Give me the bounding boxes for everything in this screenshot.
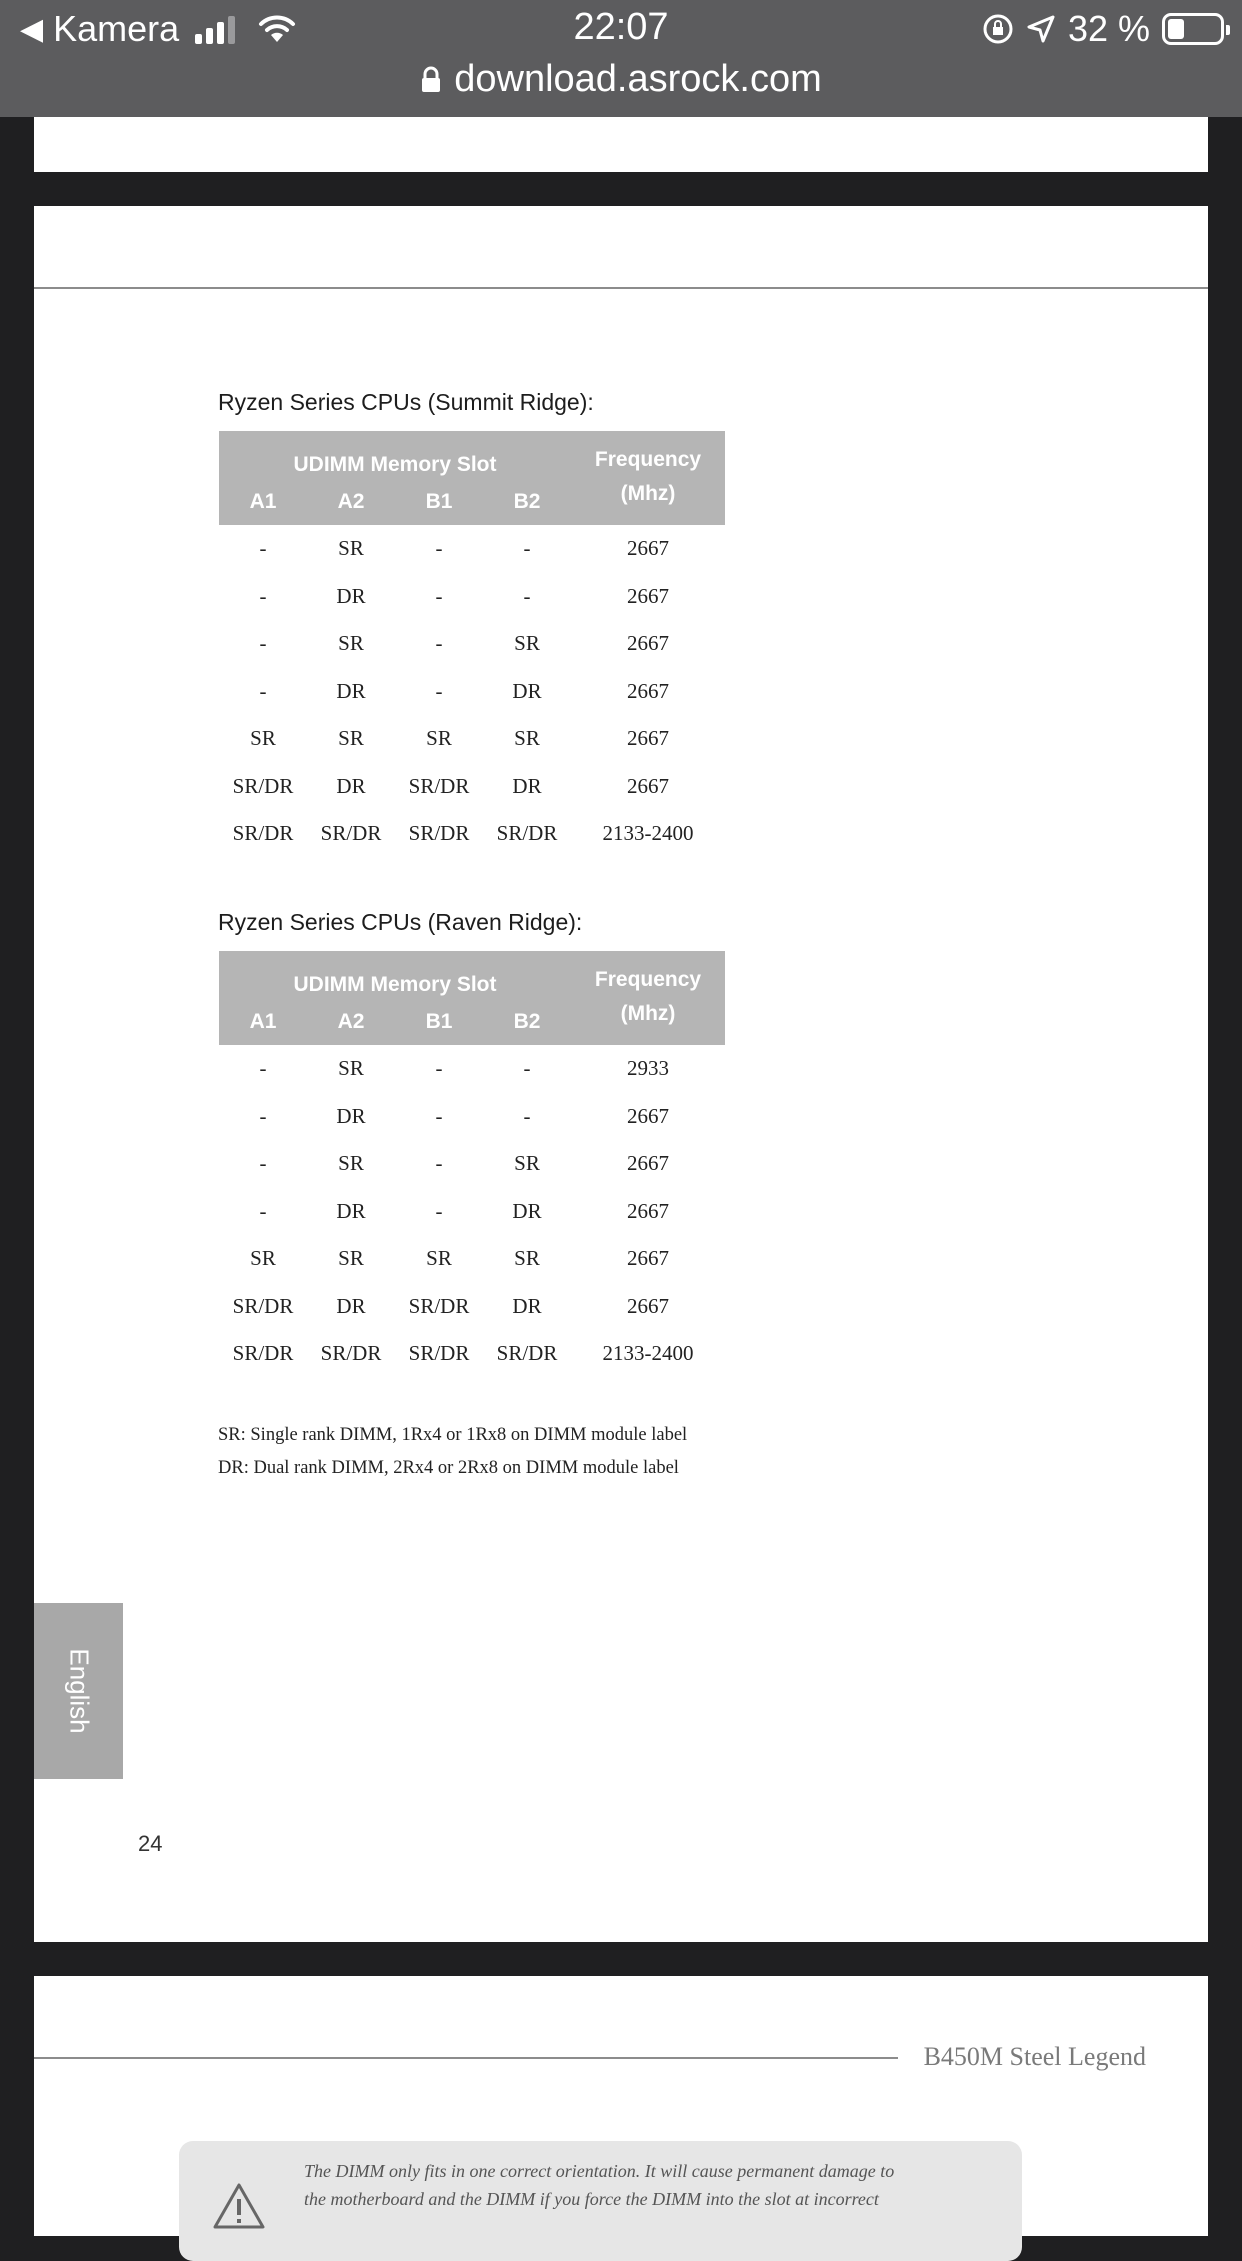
rank-cell: SR/DR [232,1341,294,1366]
previous-page [34,117,1208,172]
rank-notes [218,1419,687,1485]
col-a1-header: A1 [249,1010,277,1033]
table-row [219,1140,725,1188]
section-title-raven-ridge: Ryzen Series CPUs (Raven Ridge): [218,909,583,935]
rank-cell: - [259,1103,267,1128]
frequency-cell: 2667 [627,1151,669,1176]
frequency-header [571,431,725,525]
status-bar [0,0,1242,117]
col-b1-header: B1 [425,490,453,513]
table-body [219,1045,725,1378]
rank-cell: SR/DR [320,821,382,846]
rank-cell: SR [338,1151,364,1176]
table-row [219,525,725,573]
memory-table-summit-ridge [219,431,725,858]
rank-cell: SR [426,726,452,751]
rank-cell: SR/DR [496,821,558,846]
rank-cell: - [259,631,267,656]
rank-cell: - [259,1056,267,1081]
table-row [219,668,725,716]
rank-cell: - [259,583,267,608]
battery-percent: 32 % [1067,8,1150,49]
rank-cell: SR/DR [232,773,294,798]
back-arrow-icon: ◀ [20,12,44,46]
rank-cell: SR/DR [408,821,470,846]
table-row [219,715,725,763]
col-b2-header: B2 [513,1010,541,1033]
rank-cell: SR [338,1246,364,1271]
warning-line: the motherboard and the DIMM if you force the DIMM into the slot at incorrect [304,2189,879,2209]
frequency-cell: 2667 [627,583,669,608]
rank-cell: - [259,1151,267,1176]
col-b2-header: B2 [513,490,541,513]
rank-cell: - [523,1056,531,1081]
rank-cell: SR [338,631,364,656]
rank-cell: - [435,678,443,703]
frequency-cell: 2667 [627,631,669,656]
location-arrow-icon [1026,14,1056,44]
rank-cell: SR [514,1246,540,1271]
col-a2-header: A2 [337,490,365,513]
url-text: download.asrock.com [454,58,822,100]
rank-cell: SR [250,1246,276,1271]
frequency-cell: 2667 [627,726,669,751]
section-title-summit-ridge: Ryzen Series CPUs (Summit Ridge): [218,389,594,415]
frequency-cell: 2133-2400 [602,821,694,846]
rank-cell: SR [426,1246,452,1271]
rank-cell: SR [514,631,540,656]
table-row [219,1045,725,1093]
page-number: 24 [138,1831,163,1856]
clock: 22:07 [573,6,669,48]
note-dr: DR: Dual rank DIMM, 2Rx4 or 2Rx8 on DIMM module label [218,1458,679,1478]
frequency-cell: 2667 [627,678,669,703]
table-row [219,1283,725,1331]
next-page [34,1976,1208,2236]
table-row [219,1235,725,1283]
header-rule [34,2057,898,2059]
rank-cell: SR [338,726,364,751]
rank-cell: SR/DR [408,1341,470,1366]
warning-box [179,2141,1022,2261]
frequency-cell: 2667 [627,1246,669,1271]
rank-cell: DR [336,1198,366,1223]
frequency-label: Frequency [594,448,702,471]
rank-cell: DR [512,1293,542,1318]
note-sr: SR: Single rank DIMM, 1Rx4 or 1Rx8 on DIMM module label [218,1425,688,1445]
warning-text [304,2157,1004,2213]
udimm-slot-header: UDIMM Memory Slot [293,973,497,996]
language-label: English [64,1648,94,1734]
memory-table-raven-ridge [219,951,725,1378]
orientation-lock-icon [982,13,1014,45]
rank-cell: - [435,1103,443,1128]
table-row [219,810,725,858]
rank-cell: - [523,583,531,608]
battery-icon [1162,13,1224,45]
frequency-cell: 2667 [627,773,669,798]
manual-page [34,206,1208,1942]
rank-cell: - [435,631,443,656]
rank-cell: - [523,1103,531,1128]
table-row [219,1330,725,1378]
frequency-cell: 2933 [627,1056,669,1081]
rank-cell: SR [250,726,276,751]
udimm-slot-header: UDIMM Memory Slot [293,453,497,476]
rank-cell: DR [512,773,542,798]
col-b1-header: B1 [425,1010,453,1033]
table-row [219,620,725,668]
col-a1-header: A1 [249,490,277,513]
rank-cell: DR [336,583,366,608]
model-name: B450M Steel Legend [923,2042,1146,2071]
rank-cell: SR/DR [408,1293,470,1318]
rank-cell: - [435,1151,443,1176]
col-a2-header: A2 [337,1010,365,1033]
frequency-cell: 2667 [627,1103,669,1128]
rank-cell: DR [336,1293,366,1318]
rank-cell: - [259,678,267,703]
warning-line: The DIMM only fits in one correct orientation. It will cause permanent damage to [304,2161,895,2181]
table-body [219,525,725,858]
rank-cell: - [259,1198,267,1223]
rank-cell: DR [336,1103,366,1128]
frequency-cell: 2667 [627,536,669,561]
rank-cell: - [259,536,267,561]
frequency-cell: 2667 [627,1198,669,1223]
table-row [219,763,725,811]
rank-cell: - [523,536,531,561]
frequency-unit: (Mhz) [620,482,676,505]
rank-cell: - [435,536,443,561]
table-row [219,1093,725,1141]
rank-cell: - [435,1056,443,1081]
rank-cell: SR [338,536,364,561]
back-app-label: Kamera [53,8,180,49]
rank-cell: SR/DR [496,1341,558,1366]
frequency-cell: 2667 [627,1293,669,1318]
rank-cell: SR [514,1151,540,1176]
rank-cell: - [435,583,443,608]
url-bar[interactable] [0,58,1242,101]
rank-cell: DR [512,678,542,703]
rank-cell: DR [336,678,366,703]
rank-cell: SR/DR [232,1293,294,1318]
rank-cell: SR [338,1056,364,1081]
rank-cell: SR/DR [320,1341,382,1366]
frequency-label: Frequency [594,968,702,991]
table-row [219,573,725,621]
rank-cell: DR [512,1198,542,1223]
rank-cell: - [435,1198,443,1223]
rank-cell: SR/DR [408,773,470,798]
lock-icon [420,66,442,94]
header-rule [34,287,1208,289]
rank-cell: DR [336,773,366,798]
rank-cell: SR [514,726,540,751]
language-tab [34,1603,123,1779]
frequency-unit: (Mhz) [620,1002,676,1025]
rank-cell: SR/DR [232,821,294,846]
frequency-cell: 2133-2400 [602,1341,694,1366]
warning-icon [211,2181,267,2231]
frequency-header [571,951,725,1045]
table-row [219,1188,725,1236]
